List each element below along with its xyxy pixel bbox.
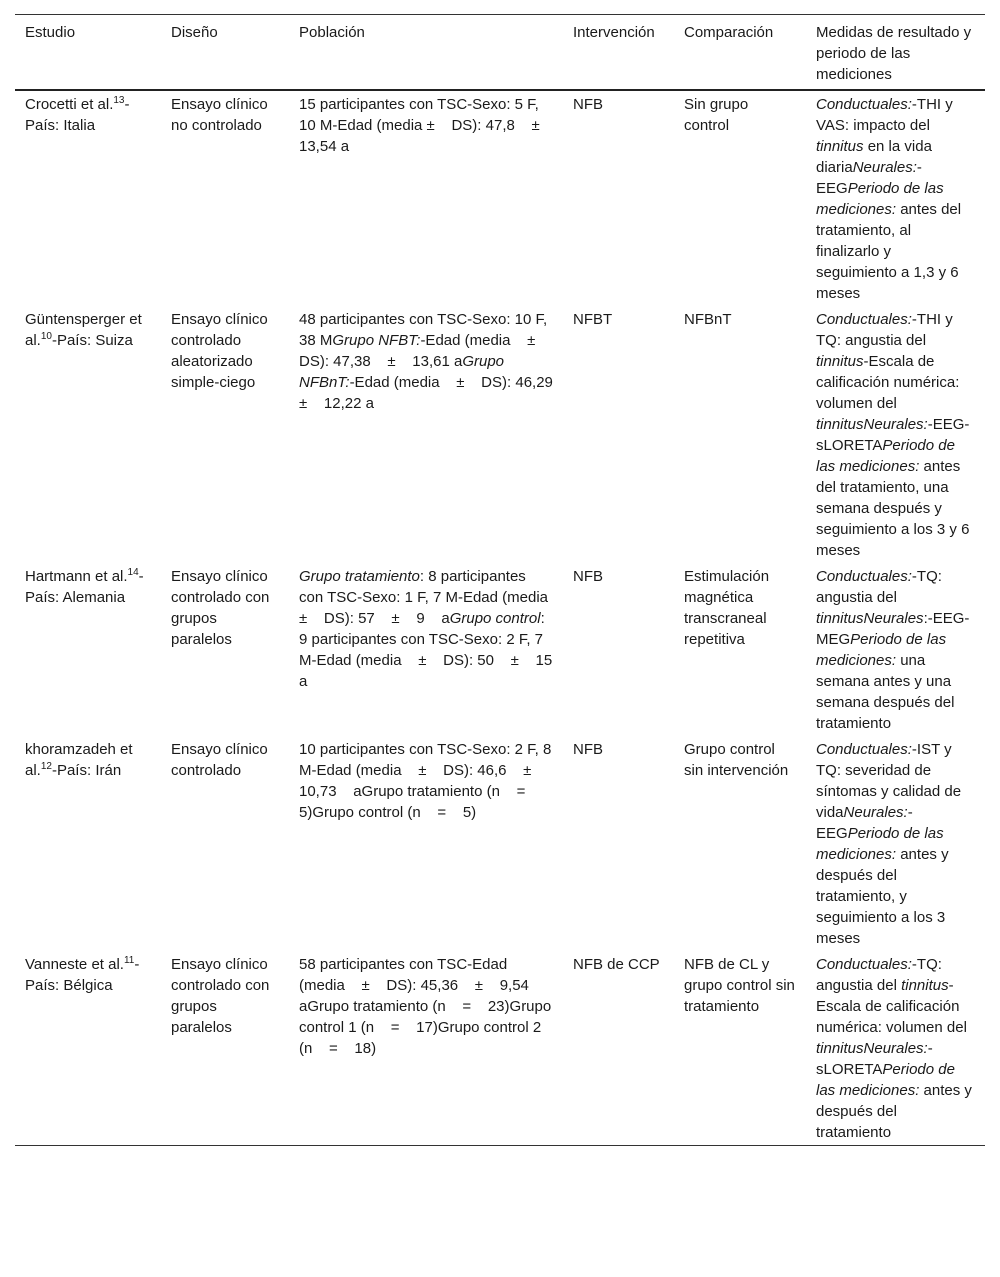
cell-study bbox=[15, 90, 161, 306]
table-row bbox=[15, 951, 985, 1146]
population-text: 15 participantes con TSC-Sexo: 5 F, 10 M-Edad (media ± DS): 47,8 ± 13,54 a bbox=[299, 96, 557, 155]
cell-intervention: NFB bbox=[573, 741, 603, 758]
cell-intervention: NFB bbox=[573, 96, 603, 113]
outcome-text: una semana antes y una semana después del tratamiento bbox=[816, 652, 955, 732]
header-estudio: Estudio bbox=[25, 24, 76, 41]
outcome-text: Conductuales: bbox=[816, 311, 912, 328]
cell-comparison: NFB de CL y grupo control sin tratamiento bbox=[684, 956, 795, 1015]
cell-outcomes bbox=[806, 736, 985, 951]
table-row bbox=[15, 563, 985, 736]
population-text: Grupo control bbox=[449, 610, 541, 627]
study-country: -País: Suiza bbox=[51, 332, 133, 349]
outcome-text: Neurales: bbox=[863, 416, 928, 433]
study-reference: 13 bbox=[113, 95, 125, 106]
study-reference: 12 bbox=[40, 761, 52, 772]
study-country: -País: Italia bbox=[25, 96, 130, 134]
population-text: 48 participantes con TSC-Sexo: 10 F, 38 M bbox=[299, 311, 552, 349]
study-author: Vanneste et al. bbox=[25, 956, 124, 973]
study-author: Crocetti et al. bbox=[25, 96, 114, 113]
study-country: -País: Bélgica bbox=[25, 956, 140, 994]
population-text: : 8 participantes con TSC-Sexo: 1 F, 7 M-Edad (media ± DS): 57 ± 9 a bbox=[299, 568, 565, 627]
cell-population bbox=[289, 951, 563, 1146]
header-poblacion: Población bbox=[299, 24, 365, 41]
outcome-text: Periodo de las mediciones: bbox=[816, 1061, 955, 1099]
outcome-text: Neurales: bbox=[852, 159, 917, 176]
outcome-text: tinnitus bbox=[816, 610, 864, 627]
cell-population bbox=[289, 736, 563, 951]
outcome-text: Conductuales: bbox=[816, 96, 912, 113]
population-text: 10 participantes con TSC-Sexo: 2 F, 8 M-Edad (media ± DS): 46,6 ± 10,73 aGrupo tratamiento (n = 5)Grupo control (n = 5) bbox=[299, 741, 556, 821]
outcome-text: antes del tratamiento, una semana después y seguimiento a los 3 y 6 meses bbox=[816, 458, 970, 559]
cell-design: Ensayo clínico controlado bbox=[171, 741, 268, 779]
cell-study bbox=[15, 951, 161, 1146]
outcome-text: Periodo de las mediciones: bbox=[816, 180, 944, 218]
cell-study bbox=[15, 563, 161, 736]
cell-outcomes bbox=[806, 563, 985, 736]
population-text: Grupo tratamiento bbox=[299, 568, 420, 585]
outcome-text: Conductuales: bbox=[816, 956, 912, 973]
table-row bbox=[15, 306, 985, 563]
study-reference: 11 bbox=[123, 955, 135, 966]
cell-study bbox=[15, 736, 161, 951]
study-country: -País: Irán bbox=[51, 762, 122, 779]
cell-comparison: Sin grupo control bbox=[684, 96, 749, 134]
outcome-text: Neurales bbox=[863, 610, 924, 627]
header-comparacion: Comparación bbox=[684, 24, 774, 41]
outcome-text: tinnitus bbox=[816, 1040, 864, 1057]
population-text: -Edad (media ± DS): 47,38 ± 13,61 a bbox=[299, 332, 553, 370]
outcome-text: tinnitus bbox=[901, 977, 949, 994]
cell-design: Ensayo clínico controlado aleatorizado simple-ciego bbox=[171, 311, 268, 391]
outcome-text: Neurales: bbox=[843, 804, 908, 821]
table-row bbox=[15, 736, 985, 951]
cell-intervention: NFB de CCP bbox=[573, 956, 660, 973]
outcome-text: antes del tratamiento, al finalizarlo y seguimiento a 1,3 y 6 meses bbox=[816, 201, 962, 302]
population-text: 58 participantes con TSC-Edad (media ± DS): 45,36 ± 9,54 aGrupo tratamiento (n = 23)Grupo control 1 (n = 17)Grupo control 2 (n = 18) bbox=[299, 956, 556, 1057]
cell-population bbox=[289, 90, 563, 306]
outcome-text: -IST y TQ: severidad de síntomas y calidad de vida bbox=[816, 741, 962, 821]
outcome-text: -THI y TQ: angustia del bbox=[816, 311, 953, 349]
outcome-text: tinnitus bbox=[816, 353, 864, 370]
cell-study bbox=[15, 306, 161, 563]
cell-design: Ensayo clínico controlado con grupos paralelos bbox=[171, 568, 270, 648]
outcome-text: Periodo de las mediciones: bbox=[816, 437, 955, 475]
outcome-text: -THI y VAS: impacto del bbox=[816, 96, 953, 134]
cell-population bbox=[289, 563, 569, 736]
outcome-text: -Escala de calificación numérica: volumen del bbox=[816, 353, 960, 412]
outcome-text: tinnitus bbox=[816, 416, 864, 433]
outcome-text: :-EEG-MEG bbox=[816, 610, 970, 648]
outcome-text: -Escala de calificación numérica: volumen del bbox=[816, 977, 967, 1036]
cell-outcomes bbox=[806, 90, 985, 306]
population-text: -Edad (media ± DS): 46,29 ± 12,22 a bbox=[299, 374, 570, 412]
header-intervencion: Intervención bbox=[573, 24, 655, 41]
population-text: Grupo NFBnT: bbox=[299, 353, 509, 391]
population-text: : 9 participantes con TSC-Sexo: 2 F, 7 M-Edad (media ± DS): 50 ± 15 a bbox=[299, 610, 569, 690]
outcome-text: Periodo de las mediciones: bbox=[816, 825, 944, 863]
header-medidas: Medidas de resultado y periodo de las mediciones bbox=[816, 24, 972, 83]
outcome-text: antes y después del tratamiento, y seguimiento a los 3 meses bbox=[816, 846, 949, 947]
cell-intervention: NFBT bbox=[573, 311, 613, 328]
cell-comparison: NFBnT bbox=[684, 311, 732, 328]
outcome-text: -TQ: angustia del bbox=[816, 956, 942, 994]
cell-comparison: Grupo control sin intervención bbox=[684, 741, 789, 779]
table-container bbox=[15, 14, 985, 1146]
outcome-text: Conductuales: bbox=[816, 568, 912, 585]
study-reference: 14 bbox=[127, 567, 139, 578]
outcome-text: Periodo de las mediciones: bbox=[816, 631, 947, 669]
outcome-text: -EEG bbox=[816, 159, 922, 197]
table-row bbox=[15, 90, 985, 306]
table-body bbox=[15, 90, 985, 1146]
table-header-row bbox=[15, 15, 985, 91]
population-text: Grupo NFBT: bbox=[332, 332, 421, 349]
study-author: khoramzadeh et al. bbox=[25, 741, 133, 779]
header-diseno: Diseño bbox=[171, 24, 218, 41]
study-reference: 10 bbox=[40, 331, 52, 342]
outcome-text: -EEG-sLORETA bbox=[816, 416, 970, 454]
outcome-text: -TQ: angustia del bbox=[816, 568, 942, 606]
outcome-text: antes y después del tratamiento bbox=[816, 1082, 972, 1141]
cell-population bbox=[289, 306, 570, 563]
cell-outcomes bbox=[806, 306, 985, 563]
study-author: Hartmann et al. bbox=[25, 568, 128, 585]
outcome-text: tinnitus bbox=[816, 138, 864, 155]
study-country: -País: Alemania bbox=[25, 568, 144, 606]
outcome-text: Neurales: bbox=[863, 1040, 928, 1057]
cell-intervention: NFB bbox=[573, 568, 603, 585]
studies-table bbox=[15, 14, 985, 1146]
outcome-text: -sLORETA bbox=[816, 1040, 933, 1078]
outcome-text: -EEG bbox=[816, 804, 913, 842]
outcome-text: Conductuales: bbox=[816, 741, 912, 758]
study-author: Güntensperger et al. bbox=[25, 311, 142, 349]
cell-design: Ensayo clínico no controlado bbox=[171, 96, 268, 134]
cell-comparison: Estimulación magnética transcraneal repetitiva bbox=[684, 568, 770, 648]
outcome-text: en la vida diaria bbox=[816, 138, 932, 176]
cell-design: Ensayo clínico controlado con grupos paralelos bbox=[171, 956, 270, 1036]
cell-outcomes bbox=[806, 951, 985, 1146]
